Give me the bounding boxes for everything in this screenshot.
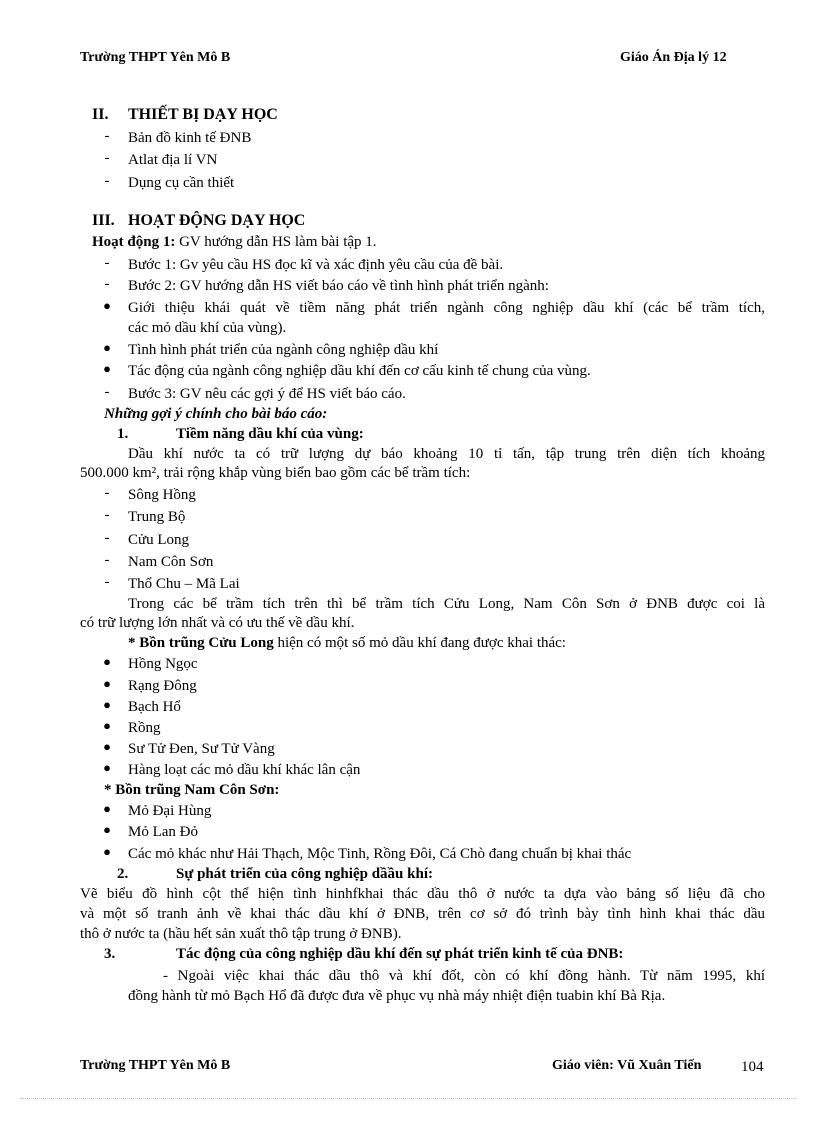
activity-line xyxy=(92,232,377,252)
header-subject: Giáo Án Địa lý 12 xyxy=(620,50,727,65)
part-3-text-2: đồng hành từ mỏ Bạch Hổ đã được đưa về phục vụ nhà máy nhiệt điện tuabin khí Bà Rịa. xyxy=(128,988,666,1004)
culong-line xyxy=(128,633,566,653)
culong-text: hiện có một số mỏ dầu khí đang được khai thác: xyxy=(273,635,566,651)
dash-marker: - xyxy=(104,507,110,523)
part-3-title: Tác động của công nghiệp dầu khí đến sự phát triển kinh tế của ĐNB: xyxy=(176,946,624,962)
culong-field: Bạch Hổ xyxy=(128,699,181,715)
part-2-text-3: thô ở nước ta (hầu hết sản xuất thô tập trung ở ĐNB). xyxy=(80,926,402,942)
dash-marker: - xyxy=(104,276,110,292)
section-3-number: III. xyxy=(92,212,115,229)
activity-label: Hoạt động 1: xyxy=(92,234,176,250)
bullet-marker: ● xyxy=(103,298,111,313)
basin-item: Trung Bộ xyxy=(128,509,186,525)
bullet-marker: ● xyxy=(103,676,111,691)
footer-teacher: Giáo viên: Vũ Xuân Tiến xyxy=(552,1058,702,1073)
bullet-marker: ● xyxy=(103,718,111,733)
section-2-number: II. xyxy=(92,106,109,123)
part-1-text-4: có trữ lượng lớn nhất và có ưu thế về dầu khí. xyxy=(80,615,355,631)
part-1-number: 1. xyxy=(117,426,129,442)
namconson-field: Mỏ Lan Đỏ xyxy=(128,824,198,840)
step-2-bullet-2: Tình hình phát triển của ngành công nghiệp dầu khí xyxy=(128,342,439,358)
dash-marker: - xyxy=(104,574,110,590)
footer-school: Trường THPT Yên Mô B xyxy=(80,1058,231,1073)
step-2-bullet-3: Tác động của ngành công nghiệp dầu khí đến cơ cấu kinh tế chung của vùng. xyxy=(128,363,591,379)
part-1-text-3: Trong các bể trầm tích trên thì bể trầm tích Cửu Long, Nam Côn Sơn ở ĐNB được coi là xyxy=(128,596,765,612)
dash-marker: - xyxy=(104,384,110,400)
section-3-title: HOẠT ĐỘNG DẠY HỌC xyxy=(128,212,306,229)
step-2: Bước 2: GV hướng dẫn HS viết báo cáo về tình hình phát triển ngành: xyxy=(128,278,549,294)
part-2-text-2: và một số tranh ảnh về khai thác dầu khí ở ĐNB, trên cơ sở đó trình bày tình hình khai thác dầu xyxy=(80,906,765,922)
equipment-item: Dụng cụ cần thiết xyxy=(128,175,235,191)
part-2-text-1: Vẽ biểu đồ hình cột thể hiện tình hinhfkhai thác dầu thô ở nước ta dựa vào bảng số liệu đã cho xyxy=(80,886,765,902)
culong-label: * Bồn trũng Cửu Long xyxy=(128,635,274,651)
dash-marker: - xyxy=(104,485,110,501)
section-2-title: THIẾT BỊ DẠY HỌC xyxy=(128,106,278,123)
basin-item: Cửu Long xyxy=(128,532,190,548)
part-1-text-2: 500.000 km², trải rộng khắp vùng biển bao gồm các bể trầm tích: xyxy=(80,465,471,481)
basin-item: Nam Côn Sơn xyxy=(128,554,214,570)
header-school: Trường THPT Yên Mô B xyxy=(80,50,231,65)
bullet-marker: ● xyxy=(103,844,111,859)
dash-marker: - xyxy=(104,530,110,546)
step-1: Bước 1: Gv yêu cầu HS đọc kĩ và xác định yêu cầu của đề bài. xyxy=(128,257,504,273)
dash-marker: - xyxy=(104,552,110,568)
bullet-marker: ● xyxy=(103,739,111,754)
bullet-marker: ● xyxy=(103,760,111,775)
bullet-marker: ● xyxy=(103,361,111,376)
culong-field: Hồng Ngọc xyxy=(128,656,198,672)
part-2-number: 2. xyxy=(117,866,129,882)
dash-marker: - xyxy=(104,150,110,166)
bullet-marker: ● xyxy=(103,801,111,816)
part-3-number: 3. xyxy=(104,946,116,962)
part-2-title: Sự phát triển của công nghiệp dầầu khí: xyxy=(176,866,433,882)
footer-divider xyxy=(20,1098,796,1099)
bullet-marker: ● xyxy=(103,340,111,355)
page-number: 104 xyxy=(741,1059,764,1075)
bullet-marker: ● xyxy=(103,697,111,712)
step-2-bullet-1: Giới thiệu khái quát về tiềm năng phát triển ngành công nghiệp dầu khí (các bể trầm tích, xyxy=(128,300,765,316)
bullet-marker: ● xyxy=(103,654,111,669)
culong-field: Rồng xyxy=(128,720,161,736)
part-1-text-1: Dầu khí nước ta có trữ lượng dự báo khoảng 10 tỉ tấn, tập trung trên diện tích khoảng xyxy=(128,446,765,462)
namconson-label: * Bồn trũng Nam Côn Sơn: xyxy=(104,782,280,798)
part-3-text-1: - Ngoài việc khai thác dầu thô và khí đốt, còn có khí đồng hành. Từ năm 1995, khí xyxy=(163,968,765,984)
part-1-title: Tiềm năng dầu khí của vùng: xyxy=(176,426,364,442)
step-3: Bước 3: GV nêu các gợi ý để HS viết báo cáo. xyxy=(128,386,406,402)
culong-field: Rạng Đông xyxy=(128,678,197,694)
suggestions-title: Những gợi ý chính cho bài báo cáo: xyxy=(104,406,328,422)
equipment-item: Atlat địa lí VN xyxy=(128,152,218,168)
dash-marker: - xyxy=(104,255,110,271)
step-2-bullet-1-cont: các mỏ dầu khí của vùng). xyxy=(128,320,287,336)
activity-text: GV hướng dẫn HS làm bài tập 1. xyxy=(175,234,377,250)
dash-marker: - xyxy=(104,128,110,144)
basin-item: Thổ Chu – Mã Lai xyxy=(128,576,240,592)
equipment-item: Bản đồ kinh tế ĐNB xyxy=(128,130,252,146)
culong-field: Hàng loạt các mỏ dầu khí khác lân cận xyxy=(128,762,361,778)
dash-marker: - xyxy=(104,173,110,189)
namconson-field: Các mỏ khác như Hải Thạch, Mộc Tinh, Rồng Đôi, Cá Chò đang chuẩn bị khai thác xyxy=(128,846,632,862)
culong-field: Sư Tử Đen, Sư Tử Vàng xyxy=(128,741,275,757)
namconson-field: Mỏ Đại Hùng xyxy=(128,803,212,819)
bullet-marker: ● xyxy=(103,822,111,837)
basin-item: Sông Hồng xyxy=(128,487,196,503)
